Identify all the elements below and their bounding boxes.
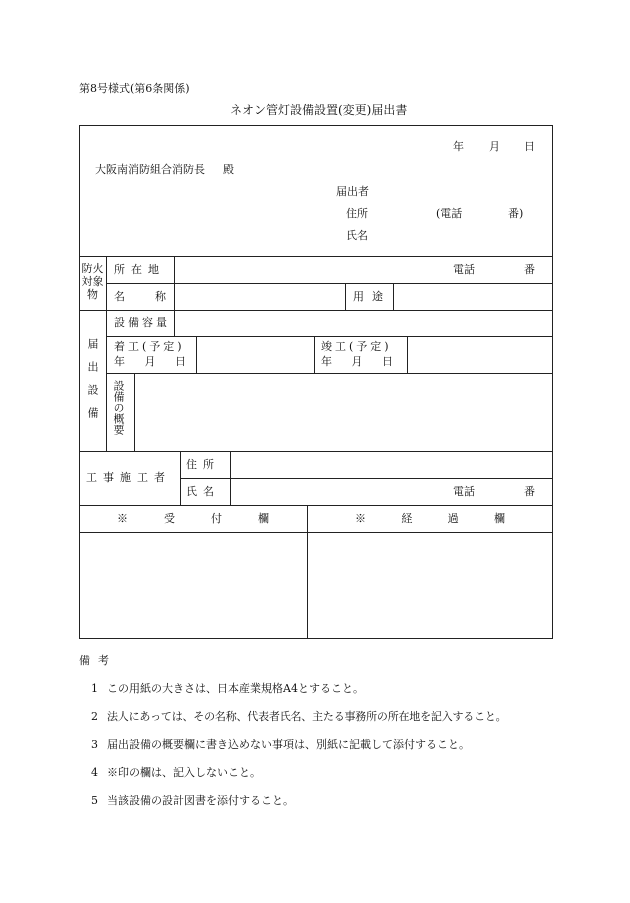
capacity-label: 設備容量 xyxy=(114,316,170,329)
target-phone-label: 電話 xyxy=(453,263,475,276)
use-label: 用途 xyxy=(353,290,391,303)
note-number: 4 xyxy=(91,766,98,779)
divider xyxy=(106,256,107,451)
divider xyxy=(393,283,394,310)
notifier-address-label: 住所 xyxy=(346,207,368,220)
date-year: 年 xyxy=(453,140,464,153)
divider xyxy=(79,505,553,506)
date-day: 日 xyxy=(524,140,535,153)
target-phone-ban: 番 xyxy=(524,263,535,276)
notifier-phone-label: (電話 xyxy=(436,207,463,220)
name-label: 名称 xyxy=(114,290,166,303)
divider xyxy=(79,310,553,311)
contractor-label: 工事施工者 xyxy=(86,471,171,484)
start-date: 年 月 日 xyxy=(114,355,186,368)
location-label: 所在地 xyxy=(114,263,165,276)
summary-label: 設備の概要 xyxy=(112,380,125,435)
contractor-phone-label: 電話 xyxy=(453,485,475,498)
note-text: ※印の欄は、記入しないこと。 xyxy=(107,766,261,779)
divider xyxy=(180,478,553,479)
start-label: 着工(予定) xyxy=(114,340,185,353)
notifier-name-label: 氏名 xyxy=(346,229,368,242)
finish-date: 年 月 日 xyxy=(321,355,393,368)
divider xyxy=(174,256,175,336)
note-number: 2 xyxy=(91,710,98,723)
divider xyxy=(307,505,308,639)
addressee: 大阪南消防組合消防長 xyxy=(95,163,205,176)
note-number: 5 xyxy=(91,794,98,807)
equipment-group-label: 届出設備 xyxy=(86,338,99,430)
divider xyxy=(407,336,408,373)
note-text: この用紙の大きさは、日本産業規格A4とすること。 xyxy=(107,682,364,695)
progress-label: ※経過欄 xyxy=(355,512,505,525)
form-title: ネオン管灯設備設置(変更)届出書 xyxy=(230,103,408,117)
divider xyxy=(106,336,553,337)
reception-label: ※受付欄 xyxy=(117,512,269,525)
date-month: 月 xyxy=(489,140,500,153)
divider xyxy=(180,451,181,505)
note-text: 届出設備の概要欄に書き込めない事項は、別紙に記載して添付すること。 xyxy=(107,738,470,751)
divider xyxy=(79,451,553,452)
divider xyxy=(106,373,553,374)
note-number: 1 xyxy=(91,682,98,695)
table-border xyxy=(79,125,553,639)
target-group-label: 防火対象物 xyxy=(81,262,104,301)
finish-label: 竣工(予定) xyxy=(321,340,392,353)
contractor-name-label: 氏名 xyxy=(186,485,220,498)
divider xyxy=(134,373,135,451)
notifier-label: 届出者 xyxy=(336,185,369,198)
contractor-address-label: 住所 xyxy=(186,458,220,471)
divider xyxy=(345,283,346,310)
note-number: 3 xyxy=(91,738,98,751)
contractor-phone-ban: 番 xyxy=(524,485,535,498)
note-text: 法人にあっては、その名称、代表者氏名、主たる事務所の所在地を記入すること。 xyxy=(107,710,507,723)
honorific: 殿 xyxy=(223,163,234,176)
divider xyxy=(79,256,553,257)
note-text: 当該設備の設計図書を添付すること。 xyxy=(107,794,294,807)
divider xyxy=(196,336,197,373)
form-number: 第8号様式(第6条関係) xyxy=(79,82,190,95)
divider xyxy=(230,451,231,505)
notifier-phone-end: 番) xyxy=(508,207,524,220)
notes-heading: 備考 xyxy=(79,654,117,667)
divider xyxy=(314,336,315,373)
divider xyxy=(79,532,553,533)
